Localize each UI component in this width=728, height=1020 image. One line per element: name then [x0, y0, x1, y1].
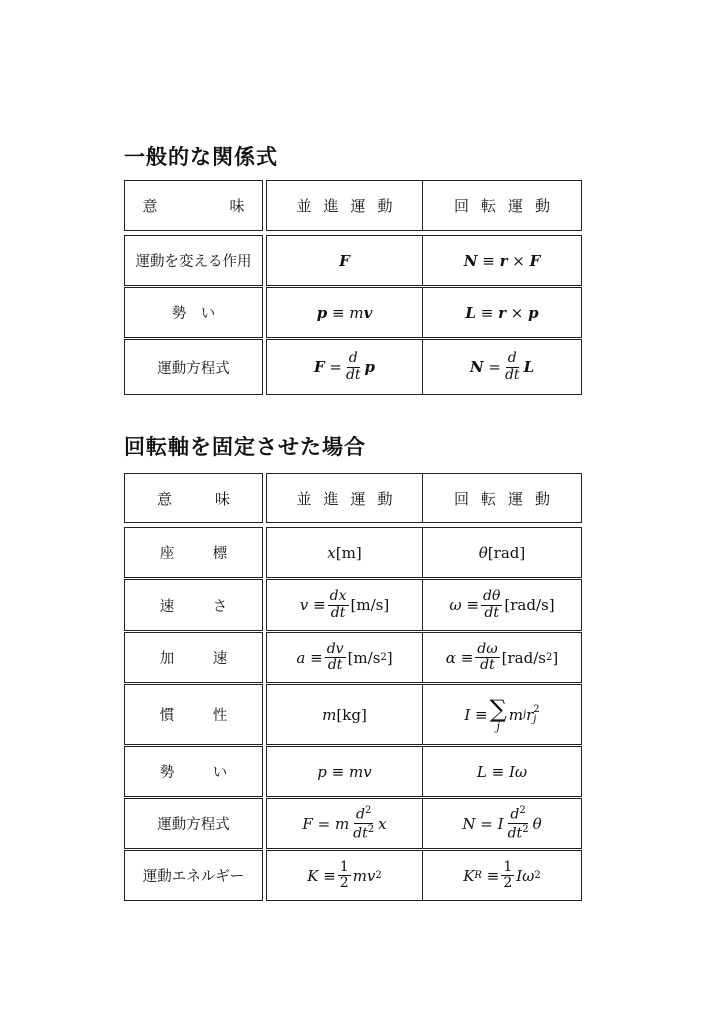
- formula-coordinate-rotation: θ [rad]: [478, 543, 526, 562]
- row-label: 慣 性: [159, 708, 240, 724]
- formula-acceleration-rotation: α ≡ $\frac{d\omega}{dt}$ [rad/s 2 ]: [445, 640, 559, 673]
- row-label: 勢 い: [171, 306, 216, 322]
- formula-momentum-translation: p ≡ m v: [316, 303, 373, 322]
- header-rotation: 回転運動: [453, 489, 562, 508]
- formula-angular-momentum-fixed: L ≡ Iω: [476, 762, 528, 781]
- table-header-row: [124, 180, 582, 231]
- table-row: [124, 235, 582, 286]
- row-label: 座 標: [159, 546, 240, 562]
- row-label: 速 さ: [159, 598, 240, 615]
- header-meaning: 意 味: [156, 489, 244, 508]
- header-translation: 並進運動: [296, 197, 405, 215]
- table-row: [124, 579, 582, 631]
- table-row: [124, 850, 582, 901]
- formula-velocity-rotation: ω ≡ $\frac{d\theta}{dt}$ [rad/s]: [449, 588, 555, 621]
- formula-eom-translation: F = $\frac{d}{dt}$ p: [313, 350, 376, 383]
- formula-momentum-translation: p ≡ mv: [317, 762, 372, 781]
- formula-moment-of-inertia: I ≡ ∑ j m j r 2 j: [464, 695, 540, 733]
- table-row: [124, 632, 582, 683]
- table-row: [124, 798, 582, 849]
- formula-velocity-translation: v ≡ $\frac{dx}{dt}$ [m/s]: [299, 588, 390, 621]
- row-label: 勢 い: [159, 765, 240, 781]
- table-row: [124, 684, 582, 745]
- table-row: [124, 287, 582, 338]
- formula-kinetic-energy-rotation: K R ≡ $\frac{1}{2}$ Iω 2: [463, 858, 541, 891]
- table-header-row: [124, 473, 582, 523]
- formula-force-translation: F: [339, 251, 350, 270]
- header-rotation: 回転運動: [453, 197, 562, 215]
- formula-coordinate-translation: x [m]: [327, 543, 362, 562]
- formula-eom-rotation-fixed: N = I $\frac{d^2}{dt^2}$ θ: [462, 804, 542, 842]
- row-label: 加 速: [159, 651, 240, 667]
- section-title-fixed-axis: 回転軸を固定させた場合: [124, 435, 366, 459]
- formula-torque-rotation: N ≡ r × F: [463, 251, 541, 270]
- formula-eom-translation-fixed: F = m $\frac{d^2}{dt^2}$ x: [302, 804, 387, 842]
- section-title-general: 一般的な関係式: [124, 145, 278, 169]
- row-label: 運動方程式: [157, 360, 230, 377]
- formula-acceleration-translation: a ≡ $\frac{dv}{dt}$ [m/s 2 ]: [296, 640, 393, 673]
- header-translation: 並進運動: [296, 489, 405, 508]
- formula-angular-momentum: L ≡ r × p: [465, 303, 539, 322]
- formula-kinetic-energy-translation: K ≡ $\frac{1}{2}$ mv 2: [307, 858, 382, 891]
- header-meaning: 意 味: [142, 197, 259, 215]
- table-row: [124, 746, 582, 797]
- table-row: [124, 339, 582, 395]
- table-row: [124, 527, 582, 578]
- formula-inertia-translation: m [kg]: [322, 705, 367, 724]
- formula-eom-rotation: N = $\frac{d}{dt}$ L: [469, 350, 535, 383]
- row-label: 運動を変える作用: [135, 254, 252, 270]
- row-label: 運動エネルギー: [142, 869, 245, 885]
- row-label: 運動方程式: [157, 817, 230, 833]
